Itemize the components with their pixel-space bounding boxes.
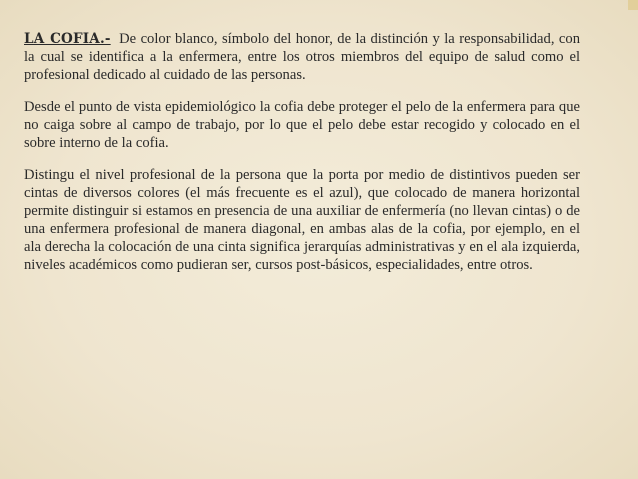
paragraph-epidemiology — [24, 98, 580, 152]
paragraph-cofia-definition — [24, 30, 580, 84]
corner-accent — [628, 0, 638, 10]
paragraph-text: Distingu el nivel profesional de la persona que la porta por medio de distintivos pueden ser cintas de diversos colores (el más frecuente es el azul), que colocado de manera horizontal permite distinguir si estamos en presencia de una auxiliar de enfermería (no llevan cintas) o de una enfermera profesional de manera diagonal, en ambas alas de la cofia, por ejemplo, en el ala derecha la colocación de una cinta significa jerarquías administrativas y en el ala izquierda, niveles académicos como pudieran ser, cursos post-básicos, especialidades, entre otros. — [24, 167, 580, 273]
paragraph-lead-title: LA COFIA.- — [24, 31, 111, 47]
paragraph-professional-level — [24, 166, 580, 274]
paragraph-text: Desde el punto de vista epidemiológico la cofia debe proteger el pelo de la enfermera para que no caiga sobre al campo de trabajo, por lo que el pelo debe estar recogido y colocado en el sobre interno de la cofia. — [24, 99, 580, 151]
paragraph-text: De color blanco, símbolo del honor, de la distinción y la responsabilidad, con la cual se identifica a la enfermera, entre los otros miembros del equipo de salud como el profesional dedicado al cuidado de las personas. — [24, 31, 580, 83]
slide-content — [24, 30, 580, 288]
